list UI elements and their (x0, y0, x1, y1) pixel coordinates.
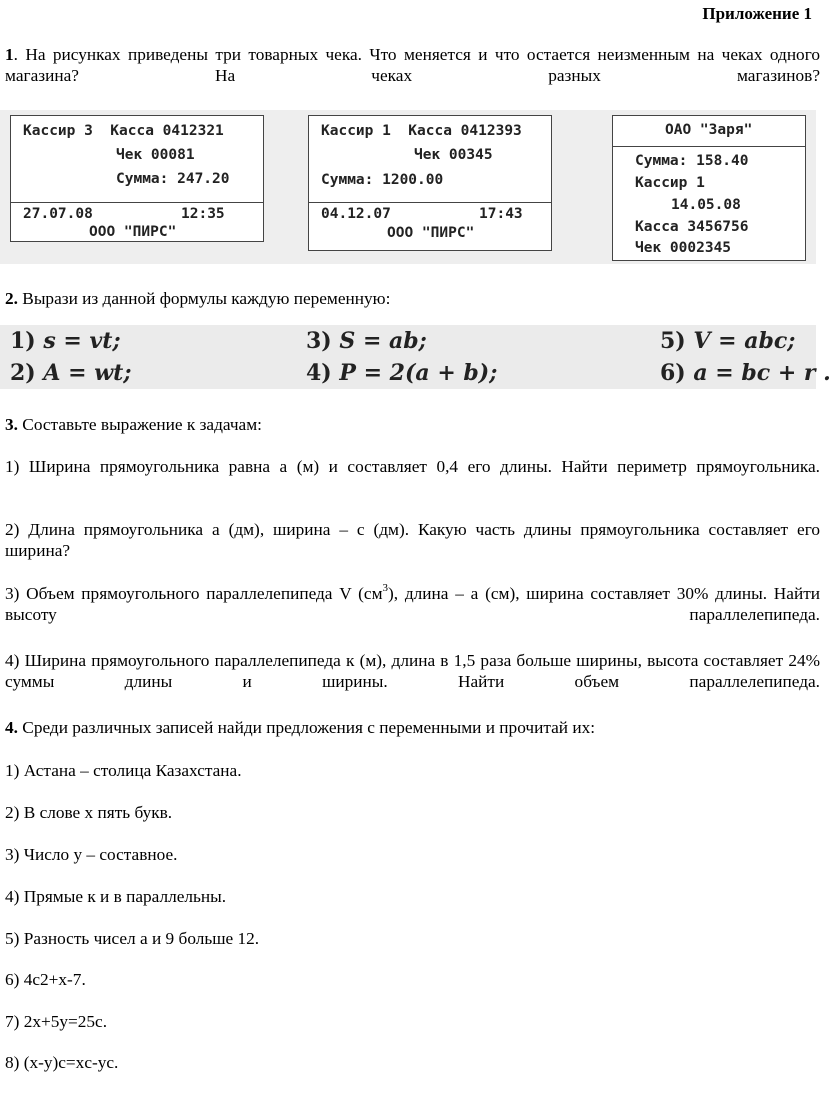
formula-5-expr: V = abc; (693, 328, 796, 354)
receipt-1-store: ООО "ПИРС" (89, 224, 177, 240)
formula-5: 5) V = abc; (660, 328, 796, 354)
formula-6-expr: a = bc + r . (693, 360, 831, 386)
formula-2: 2) A = wt; (10, 360, 132, 386)
task-3-problem-3: 3) Объем прямоугольного параллелепипеда V $(см^3)$, длина – a (см), ширина составляет 30% длины. Найти высоту параллелепипеда. (5, 582, 820, 624)
receipt-2-line-1: Кассир 1 Касса 0412393 (321, 123, 522, 139)
task-3-problem-1: 1) Ширина прямоугольника равна a (м) и составляет 0,4 его длины. Найти периметр прямоугольника. (5, 457, 820, 476)
task-3-problem-4: 4) Ширина прямоугольного параллелепипеда к (м), длина в 1,5 раза больше ширины, высота составляет 24% суммы длины и ширины. Найти объем параллелепипеда. (5, 651, 820, 691)
task-4-item-2: 2) В слове x пять букв. (5, 803, 173, 822)
receipt-2-line-2: Чек 00345 (414, 147, 493, 163)
receipt-1-line-1: Кассир 3 Касса 0412321 (23, 123, 224, 139)
task-2-number: 2. (5, 289, 18, 308)
formula-6: 6) a = bc + r . (660, 360, 831, 386)
receipt-3-line-5: Чек 0002345 (635, 240, 732, 256)
receipt-2 (308, 115, 552, 251)
task-2 (5, 289, 820, 310)
task-3-problem-2: 2) Длина прямоугольника a (дм), ширина – c (дм). Какую часть длины прямоугольника составляет его ширина? (5, 520, 820, 560)
task-3 (5, 415, 820, 436)
task-4-text: Среди различных записей найди предложения с переменными и прочитай их: (17, 718, 596, 737)
task-4-item-3: 3) Число y – составное. (5, 845, 178, 864)
formula-4-expr: P = 2(a + b); (339, 360, 498, 386)
receipt-1-time: 12:35 (181, 206, 225, 222)
task-1 (5, 45, 820, 87)
task-4 (5, 718, 820, 739)
receipt-1-divider (11, 202, 263, 203)
receipt-3-line-1: Сумма: 158.40 (635, 153, 749, 169)
receipt-2-date: 04.12.07 (321, 206, 391, 222)
task-4-item-6: 6) 4c2+x-7. (5, 970, 86, 989)
receipts-figure (0, 110, 816, 264)
appendix-label: Приложение 1 (702, 4, 812, 23)
receipt-3-header: ОАО "Заря" (665, 122, 753, 138)
formula-1: 1) s = vt; (10, 328, 121, 354)
receipt-2-time: 17:43 (479, 206, 523, 222)
task-1-text: . На рисунках приведены три товарных чека. Что меняется и что остается неизменным на чеках одного магазина? На чеках разных магазинов? (5, 45, 820, 85)
formula-3: 3) S = ab; (306, 328, 427, 354)
receipt-3-line-3: 14.05.08 (671, 197, 741, 213)
task-4-item-7: 7) 2x+5y=25c. (5, 1012, 108, 1031)
formula-1-expr: s = vt; (43, 328, 121, 354)
task-3-number: 3. (5, 415, 18, 434)
formula-4: 4) P = 2(a + b); (306, 360, 498, 386)
formula-2-expr: A = wt; (43, 360, 132, 386)
task-4-item-8: 8) (x-y)c=xc-yc. (5, 1053, 119, 1072)
receipt-3-line-4: Касса 3456756 (635, 219, 749, 235)
task-4-item-1: 1) Астана – столица Казахстана. (5, 761, 242, 780)
receipt-1 (10, 115, 264, 242)
task-2-text: Вырази из данной формулы каждую переменную: (17, 289, 391, 308)
receipt-3-divider (613, 146, 805, 147)
receipt-2-line-3: Сумма: 1200.00 (321, 172, 444, 188)
formulas-figure (0, 325, 831, 389)
receipt-1-line-2: Чек 00081 (116, 147, 195, 163)
formula-3-expr: S = ab; (339, 328, 427, 354)
receipt-3 (612, 115, 806, 261)
task-4-number: 4. (5, 718, 18, 737)
task-4-item-5: 5) Разность чисел a и 9 больше 12. (5, 929, 260, 948)
receipt-3-line-2: Кассир 1 (635, 175, 705, 191)
receipt-2-store: ООО "ПИРС" (387, 225, 475, 241)
receipt-2-divider (309, 202, 551, 203)
receipt-1-date: 27.07.08 (23, 206, 93, 222)
task-3-text: Составьте выражение к задачам: (17, 415, 262, 434)
task-4-item-4: 4) Прямые к и в параллельны. (5, 887, 227, 906)
receipt-1-line-3: Сумма: 247.20 (116, 171, 230, 187)
task-1-number: 1 (5, 45, 14, 64)
